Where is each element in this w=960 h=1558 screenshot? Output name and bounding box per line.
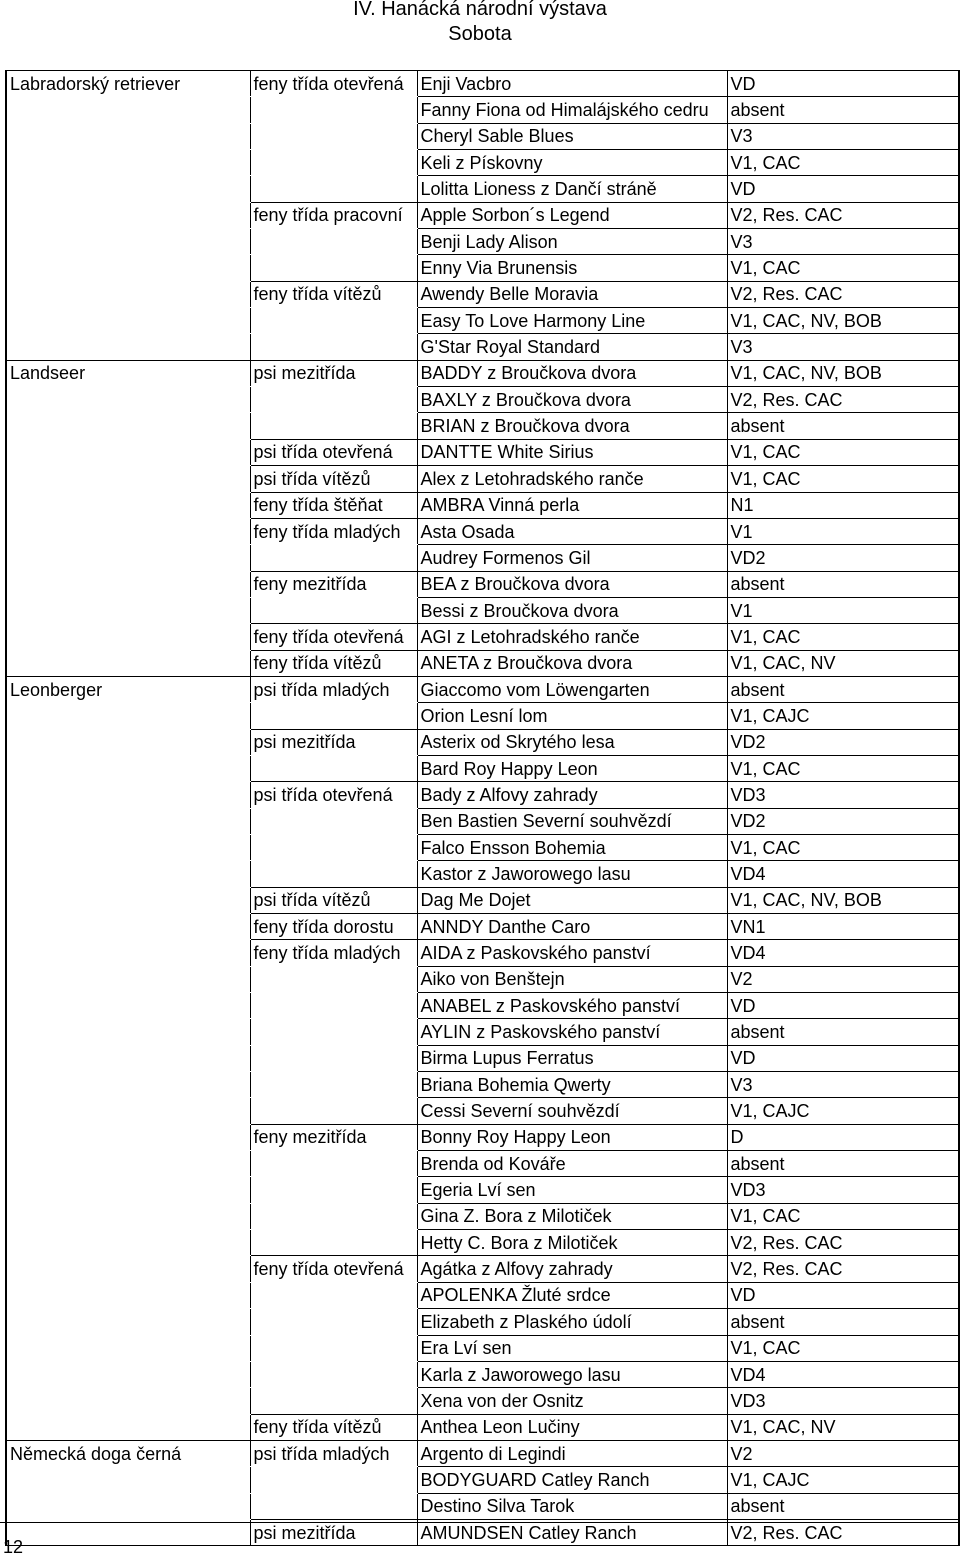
result-cell: V3: [727, 1072, 959, 1098]
breed-cell: [6, 571, 250, 597]
result-cell: V2: [727, 966, 959, 992]
results-table: [5, 70, 960, 1546]
result-cell: V1, CAC: [727, 834, 959, 860]
class-cell: [250, 1282, 417, 1308]
breed-cell: [6, 861, 250, 887]
result-cell: V1, CAC: [727, 439, 959, 465]
result-cell: VD: [727, 71, 959, 97]
result-cell: V1, CAJC: [727, 1098, 959, 1124]
table-row: [6, 597, 959, 623]
class-cell: [250, 1177, 417, 1203]
result-cell: V1, CAC: [727, 624, 959, 650]
table-row: [6, 439, 959, 465]
dog-name-cell: Dag Me Dojet: [417, 887, 727, 913]
class-cell: feny třída dorostu: [250, 914, 417, 940]
dog-name-cell: ANETA z Broučkova dvora: [417, 650, 727, 676]
dog-name-cell: Bonny Roy Happy Leon: [417, 1124, 727, 1150]
class-cell: [250, 1072, 417, 1098]
dog-name-cell: AGI z Letohradského ranče: [417, 624, 727, 650]
class-cell: [250, 413, 417, 439]
page-footer: [0, 1522, 960, 1558]
class-cell: psi mezitřída: [250, 729, 417, 755]
table-row: [6, 1493, 959, 1519]
result-cell: V2, Res. CAC: [727, 281, 959, 307]
dog-name-cell: Cessi Severní souhvězdí: [417, 1098, 727, 1124]
dog-name-cell: Bard Roy Happy Leon: [417, 755, 727, 781]
breed-cell: [6, 1151, 250, 1177]
dog-name-cell: Giaccomo vom Löwengarten: [417, 676, 727, 702]
dog-name-cell: Awendy Belle Moravia: [417, 281, 727, 307]
breed-cell: [6, 966, 250, 992]
table-row: [6, 834, 959, 860]
class-cell: feny třída otevřená: [250, 1256, 417, 1282]
table-row: [6, 202, 959, 228]
table-row: [6, 1309, 959, 1335]
dog-name-cell: Bessi z Broučkova dvora: [417, 597, 727, 623]
dog-name-cell: Agátka z Alfovy zahrady: [417, 1256, 727, 1282]
dog-name-cell: G'Star Royal Standard: [417, 334, 727, 360]
breed-cell: [6, 1414, 250, 1440]
dog-name-cell: Bady z Alfovy zahrady: [417, 782, 727, 808]
class-cell: psi třída mladých: [250, 1440, 417, 1466]
result-cell: VD3: [727, 1177, 959, 1203]
breed-cell: [6, 202, 250, 228]
dog-name-cell: BRIAN z Broučkova dvora: [417, 413, 727, 439]
class-cell: psi mezitřída: [250, 360, 417, 386]
class-cell: [250, 308, 417, 334]
table-row: [6, 571, 959, 597]
breed-cell: [6, 1256, 250, 1282]
breed-cell: [6, 1177, 250, 1203]
class-cell: psi třída otevřená: [250, 782, 417, 808]
dog-name-cell: BAXLY z Broučkova dvora: [417, 387, 727, 413]
class-cell: [250, 97, 417, 123]
result-cell: V2, Res. CAC: [727, 1230, 959, 1256]
result-cell: V1, CAC: [727, 1335, 959, 1361]
class-cell: [250, 1230, 417, 1256]
table-row: [6, 940, 959, 966]
class-cell: [250, 966, 417, 992]
breed-cell: [6, 1019, 250, 1045]
table-row: [6, 1203, 959, 1229]
result-cell: V2: [727, 1440, 959, 1466]
result-cell: V3: [727, 123, 959, 149]
dog-name-cell: Benji Lady Alison: [417, 229, 727, 255]
dog-name-cell: Briana Bohemia Qwerty: [417, 1072, 727, 1098]
breed-cell: [6, 308, 250, 334]
dog-name-cell: Asta Osada: [417, 518, 727, 544]
breed-cell: [6, 1098, 250, 1124]
breed-cell: [6, 650, 250, 676]
breed-cell: [6, 255, 250, 281]
class-cell: feny mezitřída: [250, 1124, 417, 1150]
dog-name-cell: AMBRA Vinná perla: [417, 492, 727, 518]
class-cell: [250, 597, 417, 623]
result-cell: V2, Res. CAC: [727, 387, 959, 413]
table-row: [6, 308, 959, 334]
result-cell: absent: [727, 1019, 959, 1045]
class-cell: [250, 1309, 417, 1335]
dog-name-cell: DANTTE White Sirius: [417, 439, 727, 465]
class-cell: psi třída vítězů: [250, 466, 417, 492]
dog-name-cell: Hetty C. Bora z Milotiček: [417, 1230, 727, 1256]
result-cell: VD: [727, 1045, 959, 1071]
breed-cell: Landseer: [6, 360, 250, 386]
breed-cell: [6, 439, 250, 465]
breed-cell: [6, 940, 250, 966]
table-row: [6, 71, 959, 97]
class-cell: [250, 387, 417, 413]
table-row: [6, 123, 959, 149]
breed-cell: [6, 703, 250, 729]
result-cell: absent: [727, 676, 959, 702]
result-cell: V3: [727, 334, 959, 360]
class-cell: [250, 1151, 417, 1177]
breed-cell: [6, 518, 250, 544]
breed-cell: [6, 413, 250, 439]
class-cell: [250, 703, 417, 729]
breed-cell: [6, 229, 250, 255]
breed-cell: [6, 545, 250, 571]
dog-name-cell: APOLENKA Žluté srdce: [417, 1282, 727, 1308]
breed-cell: [6, 176, 250, 202]
result-cell: absent: [727, 1493, 959, 1519]
dog-name-cell: Ben Bastien Severní souhvězdí: [417, 808, 727, 834]
table-row: [6, 255, 959, 281]
result-cell: VD2: [727, 729, 959, 755]
class-cell: feny třída mladých: [250, 518, 417, 544]
result-cell: VD: [727, 993, 959, 1019]
result-cell: absent: [727, 1151, 959, 1177]
dog-name-cell: Kastor z Jaworowego lasu: [417, 861, 727, 887]
table-row: [6, 755, 959, 781]
result-cell: absent: [727, 571, 959, 597]
dog-name-cell: AIDA z Paskovského panství: [417, 940, 727, 966]
dog-name-cell: AYLIN z Paskovského panství: [417, 1019, 727, 1045]
result-cell: V1, CAC: [727, 755, 959, 781]
dog-name-cell: Brenda od Kováře: [417, 1151, 727, 1177]
table-row: [6, 387, 959, 413]
result-cell: VD: [727, 176, 959, 202]
table-row: [6, 624, 959, 650]
class-cell: [250, 1467, 417, 1493]
result-cell: V2, Res. CAC: [727, 1519, 959, 1545]
result-cell: VD: [727, 1282, 959, 1308]
class-cell: [250, 808, 417, 834]
breed-cell: [6, 914, 250, 940]
breed-cell: [6, 1335, 250, 1361]
breed-cell: [6, 597, 250, 623]
dog-name-cell: Fanny Fiona od Himalájského cedru: [417, 97, 727, 123]
table-row: [6, 1388, 959, 1414]
result-cell: V2, Res. CAC: [727, 202, 959, 228]
breed-cell: [6, 834, 250, 860]
breed-cell: [6, 281, 250, 307]
breed-cell: [6, 782, 250, 808]
table-row: [6, 334, 959, 360]
table-row: [6, 914, 959, 940]
class-cell: [250, 229, 417, 255]
class-cell: [250, 834, 417, 860]
breed-cell: [6, 1203, 250, 1229]
table-row: [6, 650, 959, 676]
breed-cell: [6, 1361, 250, 1387]
result-cell: N1: [727, 492, 959, 518]
dog-name-cell: Gina Z. Bora z Milotiček: [417, 1203, 727, 1229]
breed-cell: [6, 387, 250, 413]
table-row: [6, 782, 959, 808]
class-cell: [250, 1045, 417, 1071]
dog-name-cell: ANABEL z Paskovského panství: [417, 993, 727, 1019]
class-cell: feny třída vítězů: [250, 281, 417, 307]
table-row: [6, 1361, 959, 1387]
dog-name-cell: Enny Via Brunensis: [417, 255, 727, 281]
dog-name-cell: Apple Sorbon´s Legend: [417, 202, 727, 228]
result-cell: VD4: [727, 1361, 959, 1387]
breed-cell: [6, 97, 250, 123]
dog-name-cell: Aiko von Benštejn: [417, 966, 727, 992]
class-cell: feny mezitřída: [250, 571, 417, 597]
breed-cell: [6, 1072, 250, 1098]
table-row: [6, 1124, 959, 1150]
breed-cell: [6, 993, 250, 1019]
dog-name-cell: Orion Lesní lom: [417, 703, 727, 729]
dog-name-cell: Audrey Formenos Gil: [417, 545, 727, 571]
dog-name-cell: Era Lví sen: [417, 1335, 727, 1361]
table-row: [6, 861, 959, 887]
result-cell: V1: [727, 597, 959, 623]
result-cell: VD2: [727, 808, 959, 834]
table-row: [6, 1072, 959, 1098]
class-cell: [250, 1335, 417, 1361]
class-cell: psi třída otevřená: [250, 439, 417, 465]
class-cell: [250, 123, 417, 149]
class-cell: [250, 255, 417, 281]
dog-name-cell: Elizabeth z Plaského údolí: [417, 1309, 727, 1335]
breed-cell: [6, 755, 250, 781]
dog-name-cell: Birma Lupus Ferratus: [417, 1045, 727, 1071]
breed-cell: [6, 123, 250, 149]
table-row: [6, 993, 959, 1019]
class-cell: feny třída otevřená: [250, 624, 417, 650]
breed-cell: [6, 887, 250, 913]
class-cell: [250, 150, 417, 176]
class-cell: [250, 1019, 417, 1045]
class-cell: feny třída pracovní: [250, 202, 417, 228]
page-subtitle-day: Sobota: [448, 23, 512, 45]
dog-name-cell: Enji Vacbro: [417, 71, 727, 97]
class-cell: [250, 993, 417, 1019]
table-row: [6, 281, 959, 307]
result-cell: VN1: [727, 914, 959, 940]
dog-name-cell: Keli z Pískovny: [417, 150, 727, 176]
table-row: [6, 466, 959, 492]
breed-cell: [6, 1309, 250, 1335]
class-cell: feny třída mladých: [250, 940, 417, 966]
class-cell: feny třída vítězů: [250, 1414, 417, 1440]
class-cell: [250, 755, 417, 781]
class-cell: [250, 1361, 417, 1387]
result-cell: VD2: [727, 545, 959, 571]
table-row: [6, 1467, 959, 1493]
result-cell: D: [727, 1124, 959, 1150]
result-cell: V1, CAC: [727, 150, 959, 176]
table-row: [6, 1098, 959, 1124]
dog-name-cell: Falco Ensson Bohemia: [417, 834, 727, 860]
class-cell: feny třída štěňat: [250, 492, 417, 518]
table-row: [6, 887, 959, 913]
table-row: [6, 492, 959, 518]
class-cell: feny třída vítězů: [250, 650, 417, 676]
breed-cell: [6, 1388, 250, 1414]
table-row: [6, 1282, 959, 1308]
table-row: [6, 676, 959, 702]
result-cell: V1: [727, 518, 959, 544]
breed-cell: [6, 466, 250, 492]
result-cell: absent: [727, 1309, 959, 1335]
dog-name-cell: Xena von der Osnitz: [417, 1388, 727, 1414]
breed-cell: [6, 1493, 250, 1519]
class-cell: [250, 334, 417, 360]
breed-cell: [6, 492, 250, 518]
breed-cell: [6, 334, 250, 360]
dog-name-cell: Lolitta Lioness z Dančí stráně: [417, 176, 727, 202]
breed-cell: [6, 150, 250, 176]
dog-name-cell: ANNDY Danthe Caro: [417, 914, 727, 940]
class-cell: [250, 176, 417, 202]
result-cell: V2, Res. CAC: [727, 1256, 959, 1282]
dog-name-cell: Alex z Letohradského ranče: [417, 466, 727, 492]
dog-name-cell: AMUNDSEN Catley Ranch: [417, 1519, 727, 1545]
result-cell: V1, CAJC: [727, 1467, 959, 1493]
table-row: [6, 413, 959, 439]
table-row: [6, 518, 959, 544]
dog-name-cell: Argento di Legindi: [417, 1440, 727, 1466]
class-cell: [250, 861, 417, 887]
table-row: [6, 1177, 959, 1203]
table-row: [6, 229, 959, 255]
table-row: [6, 97, 959, 123]
breed-cell: Labradorský retriever: [6, 71, 250, 97]
result-cell: V1, CAC, NV, BOB: [727, 887, 959, 913]
breed-cell: [6, 1124, 250, 1150]
result-cell: V3: [727, 229, 959, 255]
result-cell: V1, CAC: [727, 1203, 959, 1229]
table-row: [6, 1335, 959, 1361]
dog-name-cell: BODYGUARD Catley Ranch: [417, 1467, 727, 1493]
breed-cell: [6, 729, 250, 755]
dog-name-cell: BADDY z Broučkova dvora: [417, 360, 727, 386]
table-row: [6, 966, 959, 992]
table-row: [6, 1256, 959, 1282]
result-cell: VD4: [727, 861, 959, 887]
result-cell: V1, CAC, NV, BOB: [727, 360, 959, 386]
class-cell: [250, 1203, 417, 1229]
page-title: IV. Hanácká národní výstava: [353, 0, 607, 20]
class-cell: psi mezitřída: [250, 1519, 417, 1545]
results-table-body: [6, 71, 959, 1546]
class-cell: [250, 545, 417, 571]
class-cell: [250, 1493, 417, 1519]
result-cell: VD3: [727, 782, 959, 808]
table-row: [6, 1019, 959, 1045]
class-cell: [250, 1098, 417, 1124]
table-row: [6, 545, 959, 571]
dog-name-cell: Egeria Lví sen: [417, 1177, 727, 1203]
result-cell: V1, CAC: [727, 255, 959, 281]
page-number: 12: [3, 1537, 24, 1557]
breed-cell: [6, 1230, 250, 1256]
class-cell: [250, 1388, 417, 1414]
table-row: [6, 176, 959, 202]
result-cell: absent: [727, 413, 959, 439]
breed-cell: [6, 1467, 250, 1493]
result-cell: V1, CAC, NV, BOB: [727, 308, 959, 334]
breed-cell: [6, 808, 250, 834]
table-row: [6, 729, 959, 755]
table-row: [6, 150, 959, 176]
result-cell: V1, CAC, NV: [727, 650, 959, 676]
dog-name-cell: Asterix od Skrytého lesa: [417, 729, 727, 755]
dog-name-cell: Anthea Leon Lučiny: [417, 1414, 727, 1440]
class-cell: psi třída vítězů: [250, 887, 417, 913]
breed-cell: [6, 624, 250, 650]
breed-cell: [6, 1045, 250, 1071]
dog-name-cell: Karla z Jaworowego lasu: [417, 1361, 727, 1387]
class-cell: feny třída otevřená: [250, 71, 417, 97]
result-cell: V1, CAJC: [727, 703, 959, 729]
result-cell: VD3: [727, 1388, 959, 1414]
table-row: [6, 808, 959, 834]
table-row: [6, 1151, 959, 1177]
table-row: [6, 1230, 959, 1256]
class-cell: psi třída mladých: [250, 676, 417, 702]
table-row: [6, 360, 959, 386]
dog-name-cell: Destino Silva Tarok: [417, 1493, 727, 1519]
dog-name-cell: Easy To Love Harmony Line: [417, 308, 727, 334]
table-row: [6, 1414, 959, 1440]
dog-name-cell: Cheryl Sable Blues: [417, 123, 727, 149]
dog-name-cell: BEA z Broučkova dvora: [417, 571, 727, 597]
result-cell: V1, CAC: [727, 466, 959, 492]
breed-cell: Leonberger: [6, 676, 250, 702]
table-row: [6, 1045, 959, 1071]
result-cell: VD4: [727, 940, 959, 966]
result-cell: absent: [727, 97, 959, 123]
breed-cell: [6, 1282, 250, 1308]
table-row: [6, 1440, 959, 1466]
result-cell: V1, CAC, NV: [727, 1414, 959, 1440]
breed-cell: Německá doga černá: [6, 1440, 250, 1466]
table-row: [6, 703, 959, 729]
